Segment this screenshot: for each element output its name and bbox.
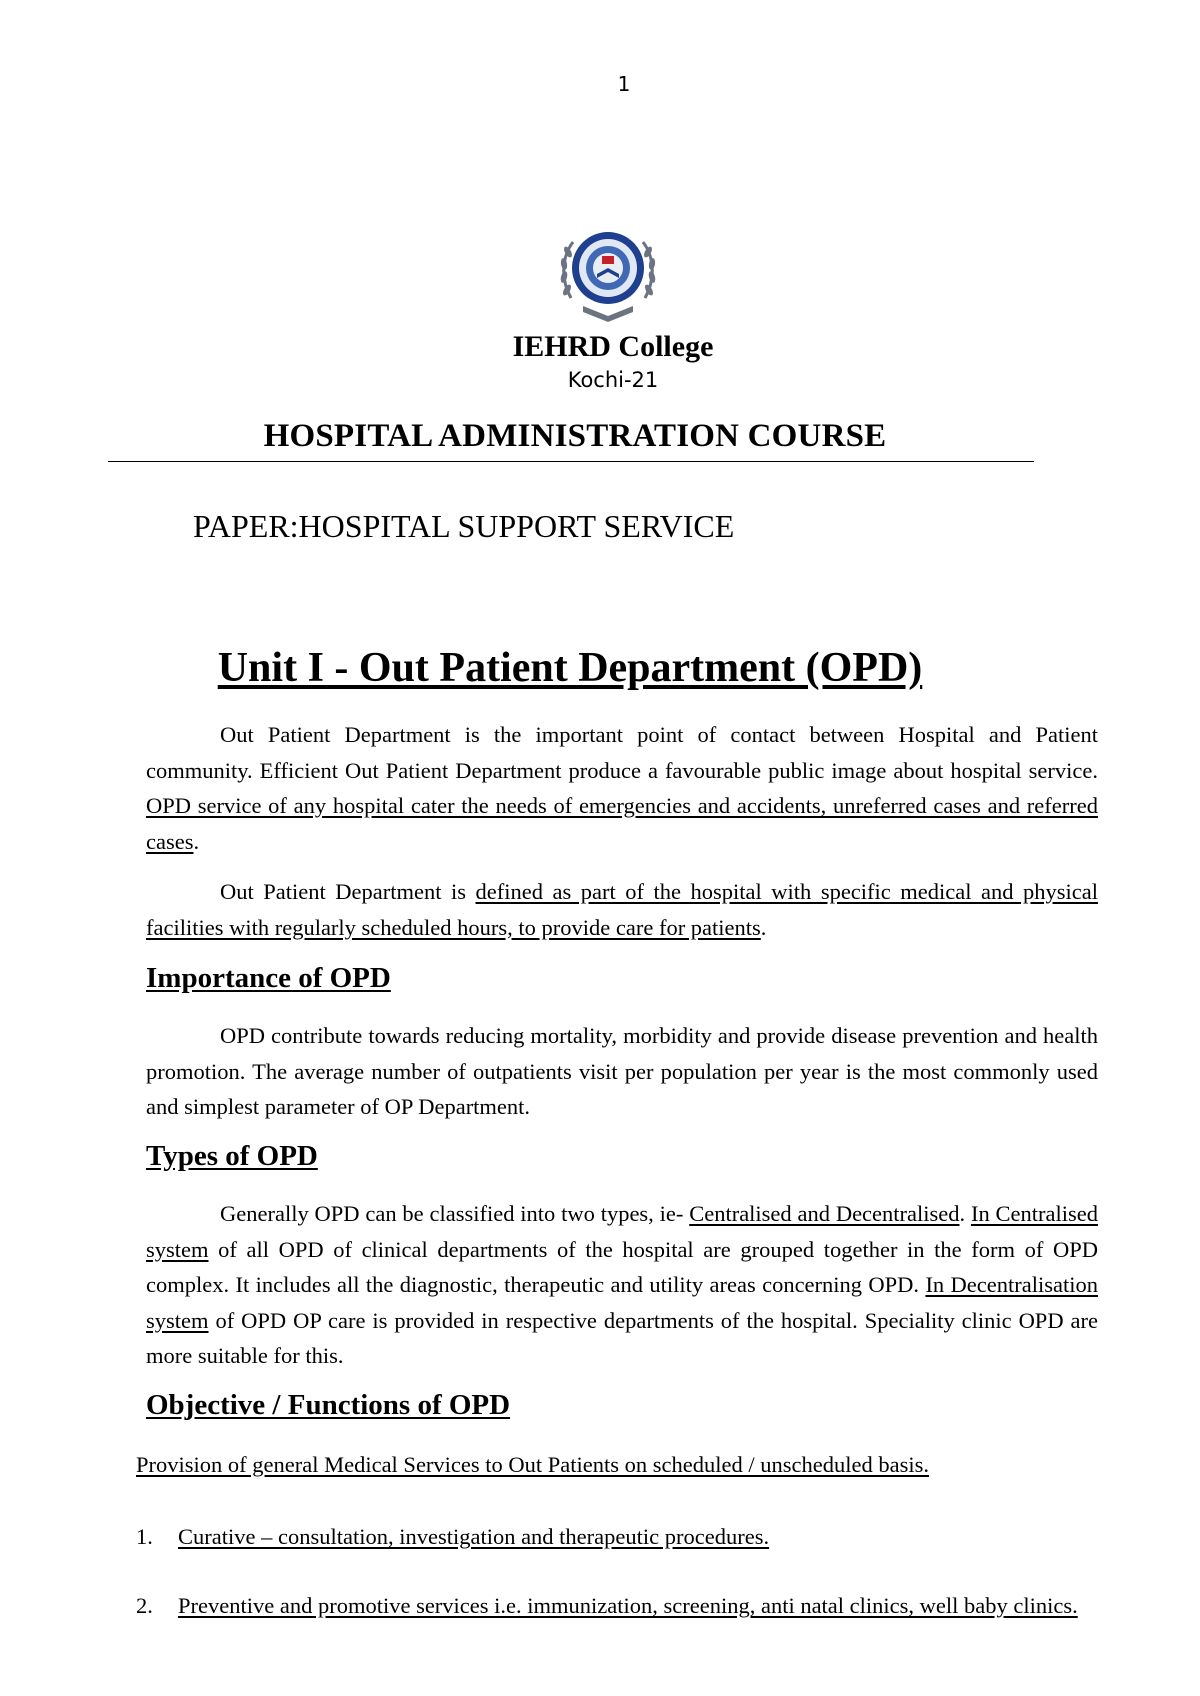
heading-objectives: Objective / Functions of OPD	[146, 1389, 511, 1421]
types-text-4: of OPD OP care is provided in respective departments of the hospital. Speciality clinic OPD are more suitable for this.	[146, 1307, 1098, 1368]
importance-text: OPD contribute towards reducing mortality, morbidity and provide disease prevention and health promotion. The average number of outpatients visit per population per year is the most commonly used and simplest parameter of OP Department.	[146, 1023, 1098, 1119]
list-item-text: Curative – consultation, investigation and therapeutic procedures.	[178, 1524, 770, 1549]
paper-title: PAPER:HOSPITAL SUPPORT SERVICE	[193, 508, 735, 544]
types-underlined-3: In Decentralisation system	[146, 1272, 1098, 1333]
heading-types: Types of OPD	[146, 1140, 318, 1172]
college-seal-icon	[553, 220, 663, 328]
types-text-3: of all OPD of clinical departments of the hospital are grouped together in the form of OPD complex. It includes all the diagnostic, therapeutic and utility areas concerning OPD.	[146, 1236, 1098, 1297]
intro-paragraph-2	[146, 874, 1098, 945]
list-item-number: 2.	[136, 1593, 153, 1618]
importance-paragraph	[146, 1018, 1098, 1125]
intro-paragraph-1	[146, 717, 1098, 859]
unit-title: Unit I - Out Patient Department (OPD)	[217, 645, 923, 691]
course-title-rule	[108, 461, 1034, 462]
course-title: HOSPITAL ADMINISTRATION COURSE	[263, 418, 887, 454]
college-name: IEHRD College	[512, 330, 714, 363]
list-item-number: 1.	[136, 1524, 153, 1549]
page-number: 1	[617, 72, 631, 96]
types-text-2: .	[959, 1201, 971, 1226]
intro-p1-text: Out Patient Department is the important point of contact between Hospital and Patient community. Efficient Out Patient Department produce a favourable public image about hospital service.	[146, 722, 1098, 783]
types-underlined-2: In Centralised system	[146, 1201, 1098, 1262]
types-text-1: Generally OPD can be classified into two types, ie-	[220, 1201, 690, 1226]
intro-p2-text: Out Patient Department is	[220, 879, 476, 904]
heading-importance: Importance of OPD	[146, 962, 391, 994]
intro-p2-end: .	[760, 914, 767, 940]
types-paragraph	[146, 1196, 1098, 1374]
list-item-text: Preventive and promotive services i.e. immunization, screening, anti natal clinics, well baby clinics.	[178, 1593, 1078, 1618]
types-underlined-1: Centralised and Decentralised	[689, 1201, 960, 1226]
intro-p1-underlined: OPD service of any hospital cater the needs of emergencies and accidents, unreferred cases and referred cases	[146, 793, 1098, 854]
list-item	[136, 1515, 1098, 1559]
objectives-intro: Provision of general Medical Services to Out Patients on scheduled / unscheduled basis.	[136, 1452, 929, 1477]
college-city: Kochi-21	[567, 368, 659, 392]
intro-p2-underlined: defined as part of the hospital with specific medical and physical facilities with regularly scheduled hours, to provide care for patients	[146, 879, 1099, 940]
intro-p1-end: .	[193, 828, 200, 854]
list-item	[136, 1584, 1098, 1628]
